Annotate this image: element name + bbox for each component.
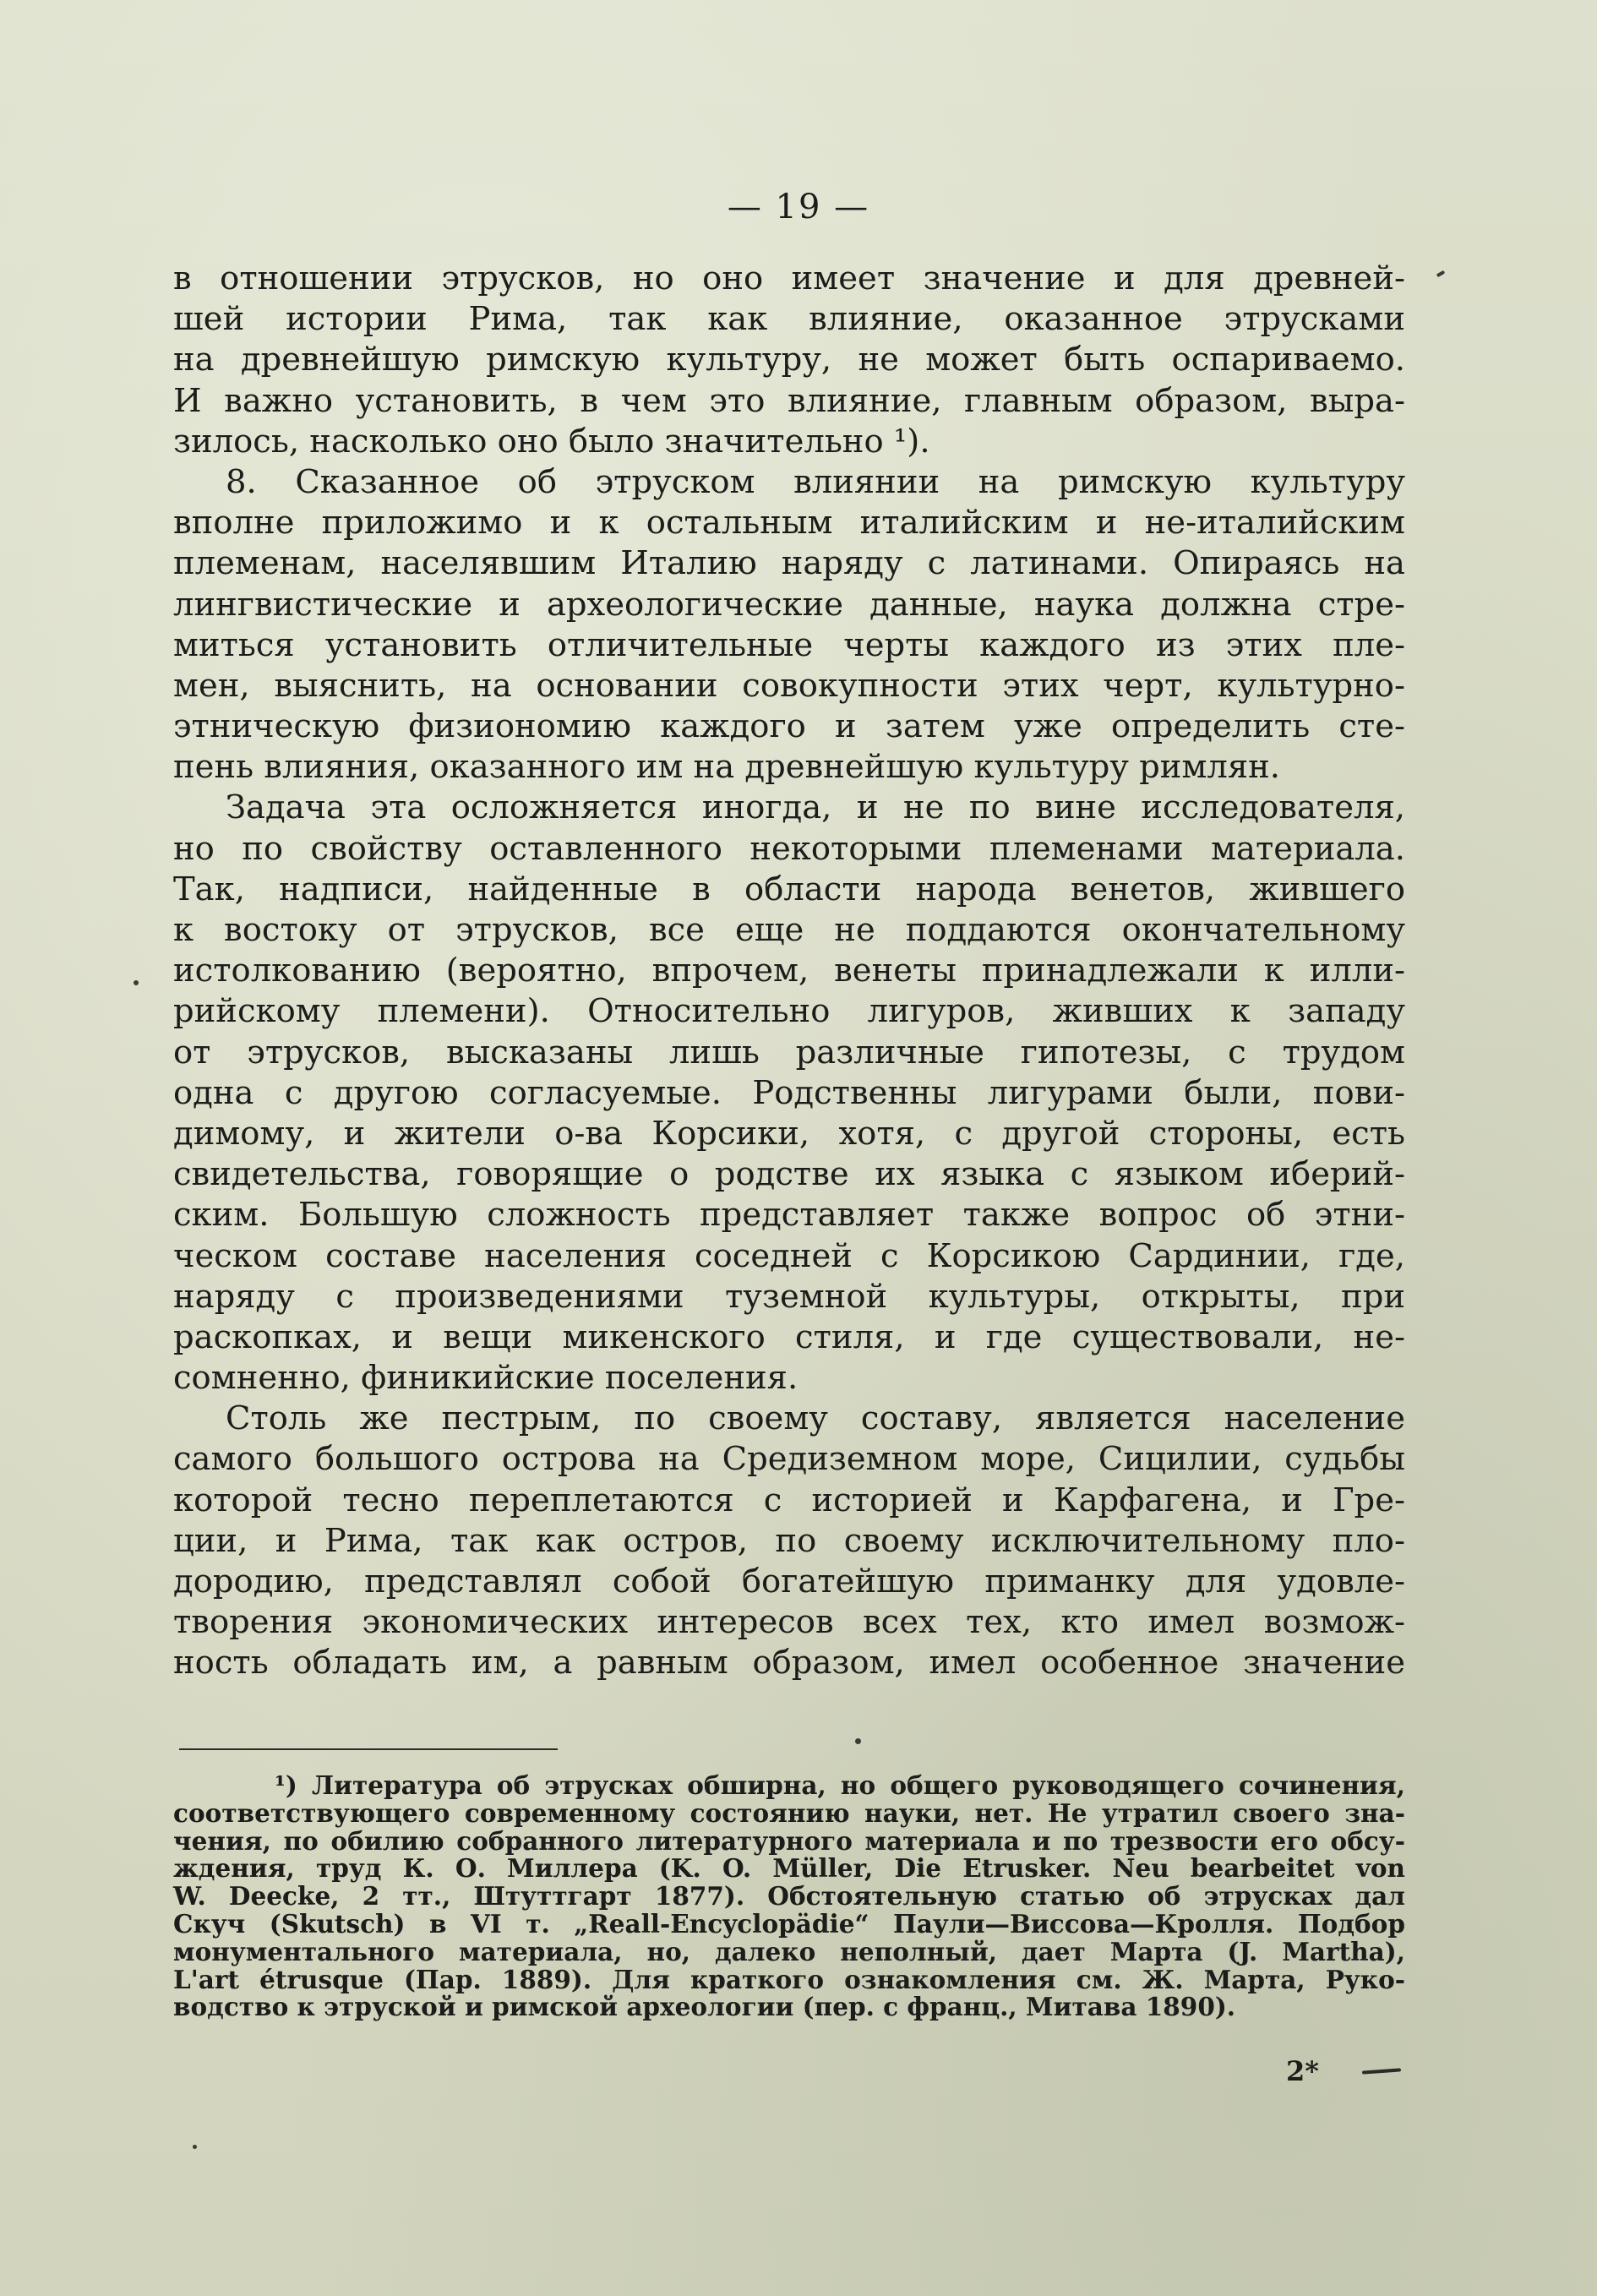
ink-speck — [855, 1738, 861, 1744]
text-line: к востоку от этрусков, все еще не поддаются окончательному — [173, 911, 1405, 949]
footnote-line: водство к этруской и римской археологии (пер. с франц., Митава 1890). — [173, 1992, 1236, 2022]
text-line: этническую физиономию каждого и затем уже определить сте- — [173, 707, 1405, 746]
ink-speck — [193, 2145, 197, 2149]
text-line: от этрусков, высказаны лишь различные гипотезы, с трудом — [173, 1033, 1405, 1072]
text-line: рийскому племени). Относительно лигуров, живших к западу — [173, 992, 1405, 1031]
footnote-line: чения, по обилию собранного литературного материала и по трезвости его обсу- — [173, 1825, 1405, 1856]
text-line: ческом составе населения соседней с Корсикою Сардинии, где, — [173, 1236, 1405, 1275]
text-line: пень влияния, оказанного им на древнейшую культуру римлян. — [173, 748, 1281, 787]
text-line: зилось, насколько оно было значительно ¹). — [173, 422, 930, 461]
text-line: племенам, населявшим Италию наряду с латинами. Опираясь на — [173, 544, 1405, 583]
text-line: на древнейшую римскую культуру, не может быть оспариваемо. — [173, 341, 1405, 379]
footnote-line: ждения, труд К. О. Миллера (K. O. Müller, Die Etrusker. Neu bearbeitet von — [173, 1853, 1405, 1884]
text-line: вполне приложимо и к остальным италийским и не-италийским — [173, 504, 1405, 543]
text-line: лингвистические и археологические данные, наука должна стре- — [173, 585, 1405, 624]
text-line: которой тесно переплетаются с историей и Карфагена, и Гре- — [173, 1481, 1405, 1519]
text-line: миться установить отличительные черты каждого из этих пле- — [173, 625, 1405, 664]
ink-dash — [1362, 2068, 1401, 2074]
text-line: шей истории Рима, так как влияние, оказанное этрусками — [173, 300, 1405, 339]
text-line: Столь же пестрым, по своему составу, является население — [226, 1399, 1405, 1438]
text-line: но по свойству оставленного некоторыми племенами материала. — [173, 829, 1405, 868]
text-line: в отношении этрусков, но оно имеет значение и для древней- — [173, 259, 1405, 297]
footnote-line: L'art étrusque (Пар. 1889). Для краткого ознакомления см. Ж. Марта, Руко- — [173, 1964, 1405, 1994]
main-text — [173, 259, 1405, 1684]
text-line: ность обладать им, а равным образом, имел особенное значение — [173, 1644, 1405, 1682]
footnote-line: W. Deecke, 2 тт., Штуттгарт 1877). Обстоятельную статью об этрусках дал — [173, 1881, 1405, 1912]
text-line: 8. Сказанное об этруском влиянии на римскую культуру — [226, 462, 1405, 501]
text-line: сомненно, финикийские поселения. — [173, 1359, 798, 1398]
footnote-line: ¹) Литература об этрусках обширна, но общего руководящего сочинения, — [275, 1770, 1405, 1800]
text-line: дородию, представлял собой богатейшую приманку для удовле- — [173, 1562, 1405, 1601]
text-line: Так, надписи, найденные в области народа венетов, жившего — [173, 870, 1405, 908]
footnote-separator — [179, 1748, 558, 1750]
footnote — [173, 1772, 1405, 2021]
text-line: ским. Большую сложность представляет также вопрос об этни- — [173, 1196, 1405, 1235]
text-line: творения экономических интересов всех тех, кто имел возмож- — [173, 1603, 1405, 1642]
text-line: димому, и жители о-ва Корсики, хотя, с другой стороны, есть — [173, 1114, 1405, 1153]
text-line: Задача эта осложняется иногда, и не по вине исследователя, — [226, 788, 1405, 827]
text-line: наряду с произведениями туземной культуры, открыты, при — [173, 1277, 1405, 1316]
ink-speck — [134, 980, 139, 985]
text-line: мен, выяснить, на основании совокупности этих черт, культурно- — [173, 666, 1405, 705]
text-line: раскопках, и вещи микенского стиля, и где существовали, не- — [173, 1317, 1405, 1356]
text-line: И важно установить, в чем это влияние, главным образом, выра- — [173, 381, 1405, 420]
footnote-line: монументального материала, но, далеко неполный, дает Марта (J. Martha), — [173, 1936, 1405, 1966]
footnote-line: Скуч (Skutsch) в VI т. „Reall-Encyclopädie“ Паули—Виссова—Кролля. Подбор — [173, 1908, 1405, 1939]
text-line: истолкованию (вероятно, впрочем, венеты принадлежали к илли- — [173, 952, 1405, 990]
signature-mark: 2* — [1286, 2055, 1319, 2087]
text-line: ции, и Рима, так как остров, по своему исключительному пло- — [173, 1521, 1405, 1560]
text-line: свидетельства, говорящие о родстве их языка с языком иберий- — [173, 1155, 1405, 1194]
footnote-line: соответствующего современному состоянию науки, нет. Не утратил своего зна- — [173, 1797, 1405, 1828]
text-line: самого большого острова на Средиземном море, Сицилии, судьбы — [173, 1440, 1405, 1479]
ink-speck — [1436, 270, 1446, 277]
text-line: одна с другою согласуемые. Родственны лигурами были, пови- — [173, 1073, 1405, 1112]
page-number: — 19 — — [727, 188, 870, 226]
